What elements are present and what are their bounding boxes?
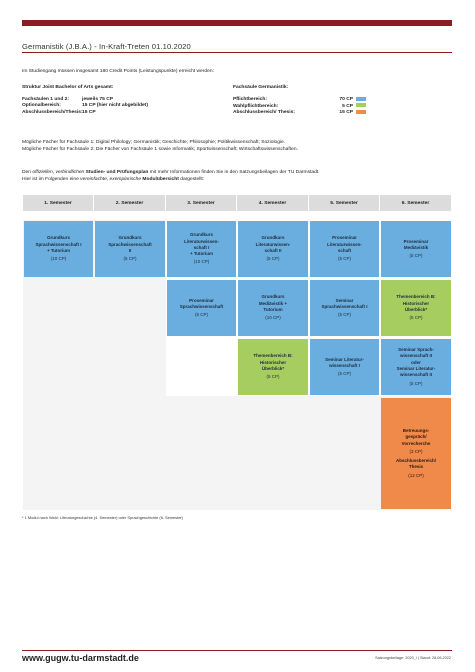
semester-2-header: 2. Semester — [94, 195, 166, 211]
faecher-line-1: Mögliche Fächer für Fachsäule 1: Digital Philology; Germanistik; Geschichte; Philosophie; Politikwissenschaft; Soziologie. — [22, 140, 286, 145]
structure-row: Abschlussbereich/Thesis:15 CP — [22, 109, 96, 115]
structure-germanistik-heading: Fachsäule Germanistik: — [233, 85, 289, 90]
structure-overall — [22, 85, 148, 116]
top-accent-bar — [22, 20, 452, 26]
document-title: Germanistik (J.B.A.) - In-Kraft-Treten 01.10.2020 — [22, 42, 191, 51]
structure-row: Wahlpflichtbereich: 5 CP — [233, 103, 366, 109]
plan-note — [22, 170, 320, 183]
module-themenbereich-b-sem6: Themenbereich B: Historischer Überblick* (5 CP) — [381, 280, 451, 336]
intro-text: Im Studiengang müssen insgesamt 180 Credit Points (Leistungspunkte) erreicht werden: — [22, 69, 214, 74]
semester-3-header: 3. Semester — [166, 195, 237, 211]
structure-row: Optionalbereich: 15 CP (hier nicht abgebildet) — [22, 103, 148, 109]
module-proseminar-mediaevistik: Proseminar Mediävistik (5 CP) — [381, 221, 451, 277]
title-rule — [22, 52, 452, 53]
semester-5-header: 5. Semester — [309, 195, 380, 211]
plan-note-line-1: Den offiziellen, verbindlichen Studien- und Prüfungsplan mit mehr Informationen finden Sie in den Satzungsbeilagen der TU Darmstadt. — [22, 170, 320, 175]
structure-overall-heading: Struktur Joint Bachelor of Arts gesamt: — [22, 85, 114, 90]
structure-row: Fachsäulen 1 und 2: jeweils 75 CP — [22, 97, 113, 102]
footer-rule — [22, 650, 452, 651]
semester-header-row — [23, 195, 451, 211]
semester-6-header: 6. Semester — [401, 200, 430, 206]
faecher-line-2: Mögliche Fächer für Fachsäule 2: Die Fächer von Fachsäule 1 sowie Informatik; Sportwissenschaft; Wirtschaftswissenschaften. — [22, 146, 298, 152]
module-seminar-literaturwissenschaft-1: Seminar Literatur- wissenschaft I (5 CP) — [310, 339, 379, 395]
module-grundkurs-literaturwissenschaft-2: Grundkurs Literaturwissen- schaft II (5 CP) — [238, 221, 308, 277]
module-proseminar-sprachwissenschaft: Proseminar Sprachwissenschaft (5 CP) — [167, 280, 236, 336]
plan-note-line-2: Hier ist im Folgenden eine vereinfachte, exemplarische Modulübersicht dargestellt: — [22, 176, 205, 182]
semester-1-header: 1. Semester — [23, 195, 94, 211]
structure-row: Abschlussbereich/ Thesis: 15 CP — [233, 110, 366, 116]
abschluss-color-swatch — [356, 110, 366, 114]
footer-url: www.gugw.tu-darmstadt.de — [22, 653, 139, 663]
faecher-section — [22, 140, 298, 153]
module-grundkurs-sprachwissenschaft-2: Grundkurs Sprachwissenschaft II (5 CP) — [95, 221, 165, 277]
structure-germanistik — [233, 85, 366, 116]
module-seminar-sprachwissenschaft-1: Seminar Sprachwissenschaft I (5 CP) — [310, 280, 379, 336]
structure-row: Pflichtbereich: 70 CP — [233, 97, 366, 103]
pflicht-color-swatch — [356, 97, 366, 101]
module-themenbereich-b-sem4: Themenbereich B: Historischer Überblick* (5 CP) — [238, 339, 308, 395]
semester-4-header: 4. Semester — [237, 195, 309, 211]
module-seminar-wahl-sem6: Seminar Sprach- wissenschaft II oder Seminar Literatur- wissenschaft II (5 CP) — [381, 339, 451, 395]
wahlpflicht-color-swatch — [356, 103, 366, 107]
footer-meta: Satzungsbeilage: 2020_I | Stand: 28.06.2022 — [375, 656, 451, 660]
module-grundkurs-mediaevistik: Grundkurs Mediävistik + Tutorium (10 CP) — [238, 280, 308, 336]
footnote: * 1 Modul nach Wahl: Literaturgeschichte (4. Semester) oder Sprachgeschichte (6. Semester) — [22, 515, 183, 520]
module-proseminar-literaturwissenschaft: Proseminar Literaturwissen- schaft (5 CP) — [310, 221, 379, 277]
module-grundkurs-sprachwissenschaft-1: Grundkurs Sprachwissenschaft I + Tutorium (10 CP) — [24, 221, 93, 277]
module-grundkurs-literaturwissenschaft-1: Grundkurs Literaturwissen- schaft I + Tutorium (10 CP) — [167, 221, 236, 277]
module-abschlussbereich-thesis: Betreuungs- gespräch/ Vorrecherche (3 CP) Abschlussbereich/ Thesis (12 CP) — [381, 398, 451, 509]
